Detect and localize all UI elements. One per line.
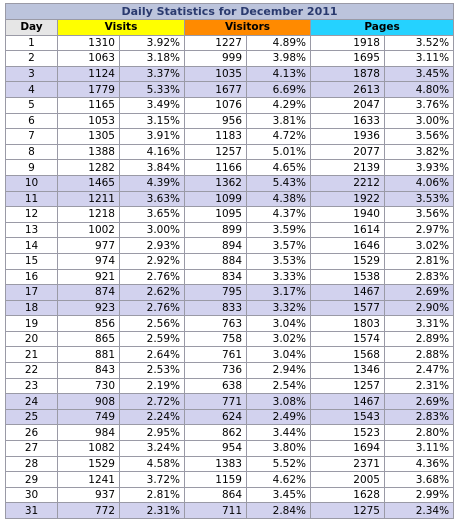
cell-visits-pct: 3.18% — [120, 51, 185, 67]
table-row — [6, 503, 454, 519]
cell-visits: 772 — [58, 503, 120, 519]
table-row — [6, 238, 454, 254]
cell-visitors-pct: 3.44% — [247, 425, 311, 441]
cell-visits: 1305 — [58, 129, 120, 145]
cell-pages: 1646 — [311, 238, 385, 254]
cell-pages: 2371 — [311, 456, 385, 472]
table-row — [6, 82, 454, 98]
cell-pages: 1257 — [311, 378, 385, 394]
cell-pages-pct: 2.81% — [385, 253, 454, 269]
cell-visits: 908 — [58, 394, 120, 410]
cell-day: 31 — [6, 503, 58, 519]
cell-visits-pct: 3.37% — [120, 66, 185, 82]
cell-pages-pct: 3.11% — [385, 51, 454, 67]
cell-pages-pct: 3.31% — [385, 316, 454, 332]
cell-visitors: 1035 — [185, 66, 247, 82]
cell-visitors: 1362 — [185, 175, 247, 191]
cell-day: 13 — [6, 222, 58, 238]
cell-pages-pct: 3.93% — [385, 160, 454, 176]
cell-pages: 1275 — [311, 503, 385, 519]
table-row — [6, 175, 454, 191]
cell-visits: 1241 — [58, 472, 120, 488]
cell-pages: 1878 — [311, 66, 385, 82]
cell-day: 24 — [6, 394, 58, 410]
cell-visitors-pct: 4.72% — [247, 129, 311, 145]
cell-visitors: 758 — [185, 331, 247, 347]
cell-day: 7 — [6, 129, 58, 145]
table-row — [6, 253, 454, 269]
cell-visits: 1779 — [58, 82, 120, 98]
table-title: Daily Statistics for December 2011 — [6, 4, 454, 20]
cell-pages-pct: 3.00% — [385, 113, 454, 129]
cell-visits-pct: 2.53% — [120, 363, 185, 379]
cell-day: 14 — [6, 238, 58, 254]
cell-visits-pct: 2.72% — [120, 394, 185, 410]
cell-visits-pct: 2.64% — [120, 347, 185, 363]
cell-visitors-pct: 4.89% — [247, 35, 311, 51]
cell-visitors-pct: 4.29% — [247, 97, 311, 113]
cell-visitors: 1099 — [185, 191, 247, 207]
cell-pages-pct: 2.34% — [385, 503, 454, 519]
cell-visits-pct: 2.93% — [120, 238, 185, 254]
cell-visitors: 1257 — [185, 144, 247, 160]
cell-visitors-pct: 4.13% — [247, 66, 311, 82]
table-row — [6, 129, 454, 145]
cell-day: 18 — [6, 300, 58, 316]
cell-visits: 1002 — [58, 222, 120, 238]
cell-visits: 1465 — [58, 175, 120, 191]
cell-pages: 1529 — [311, 253, 385, 269]
cell-day: 6 — [6, 113, 58, 129]
cell-visits: 1310 — [58, 35, 120, 51]
cell-pages: 2077 — [311, 144, 385, 160]
cell-pages: 1568 — [311, 347, 385, 363]
cell-visits: 1082 — [58, 441, 120, 457]
column-header-day: Day — [6, 20, 58, 36]
daily-statistics-table — [5, 3, 454, 519]
cell-pages: 1574 — [311, 331, 385, 347]
cell-visits: 881 — [58, 347, 120, 363]
cell-visits: 984 — [58, 425, 120, 441]
cell-visitors-pct: 3.80% — [247, 441, 311, 457]
column-header-visitors: Visitors — [185, 20, 311, 36]
cell-visitors-pct: 6.69% — [247, 82, 311, 98]
table-row — [6, 35, 454, 51]
cell-pages: 2613 — [311, 82, 385, 98]
cell-visitors-pct: 3.98% — [247, 51, 311, 67]
cell-visits-pct: 2.59% — [120, 331, 185, 347]
cell-visitors: 1677 — [185, 82, 247, 98]
cell-pages: 1523 — [311, 425, 385, 441]
cell-visitors-pct: 3.04% — [247, 347, 311, 363]
cell-pages: 1628 — [311, 487, 385, 503]
cell-pages: 1694 — [311, 441, 385, 457]
cell-pages-pct: 3.82% — [385, 144, 454, 160]
cell-pages-pct: 2.88% — [385, 347, 454, 363]
cell-pages: 1633 — [311, 113, 385, 129]
cell-pages: 2212 — [311, 175, 385, 191]
cell-pages: 1467 — [311, 285, 385, 301]
cell-day: 3 — [6, 66, 58, 82]
cell-visits-pct: 4.39% — [120, 175, 185, 191]
cell-day: 17 — [6, 285, 58, 301]
table-row — [6, 66, 454, 82]
cell-visits: 974 — [58, 253, 120, 269]
cell-visits-pct: 3.84% — [120, 160, 185, 176]
cell-day: 20 — [6, 331, 58, 347]
cell-visits: 1053 — [58, 113, 120, 129]
table-row — [6, 113, 454, 129]
table-row — [6, 160, 454, 176]
cell-pages: 1695 — [311, 51, 385, 67]
cell-pages: 2005 — [311, 472, 385, 488]
cell-pages: 1467 — [311, 394, 385, 410]
cell-visitors: 884 — [185, 253, 247, 269]
cell-day: 10 — [6, 175, 58, 191]
cell-visits: 921 — [58, 269, 120, 285]
cell-day: 21 — [6, 347, 58, 363]
cell-visits: 1218 — [58, 207, 120, 223]
cell-day: 5 — [6, 97, 58, 113]
cell-pages-pct: 2.97% — [385, 222, 454, 238]
cell-visitors-pct: 3.45% — [247, 487, 311, 503]
cell-visitors-pct: 4.38% — [247, 191, 311, 207]
cell-pages-pct: 2.89% — [385, 331, 454, 347]
cell-pages-pct: 2.31% — [385, 378, 454, 394]
cell-pages: 1538 — [311, 269, 385, 285]
table-row — [6, 191, 454, 207]
cell-visits-pct: 2.24% — [120, 409, 185, 425]
cell-visitors: 999 — [185, 51, 247, 67]
cell-visitors-pct: 2.84% — [247, 503, 311, 519]
cell-visitors-pct: 3.53% — [247, 253, 311, 269]
cell-visits: 874 — [58, 285, 120, 301]
cell-day: 27 — [6, 441, 58, 457]
cell-visits: 1211 — [58, 191, 120, 207]
cell-visitors: 833 — [185, 300, 247, 316]
cell-visits-pct: 3.24% — [120, 441, 185, 457]
cell-visitors-pct: 4.65% — [247, 160, 311, 176]
cell-visits: 977 — [58, 238, 120, 254]
cell-visits-pct: 3.49% — [120, 97, 185, 113]
table-row — [6, 51, 454, 67]
cell-visitors: 795 — [185, 285, 247, 301]
cell-visitors: 761 — [185, 347, 247, 363]
cell-visits: 730 — [58, 378, 120, 394]
table-row — [6, 300, 454, 316]
cell-pages-pct: 3.68% — [385, 472, 454, 488]
cell-visits-pct: 2.81% — [120, 487, 185, 503]
cell-day: 23 — [6, 378, 58, 394]
cell-visitors: 864 — [185, 487, 247, 503]
table-row — [6, 425, 454, 441]
cell-pages-pct: 4.36% — [385, 456, 454, 472]
table-title-row — [6, 4, 454, 20]
cell-day: 19 — [6, 316, 58, 332]
cell-pages-pct: 2.90% — [385, 300, 454, 316]
cell-day: 4 — [6, 82, 58, 98]
cell-visitors: 834 — [185, 269, 247, 285]
cell-visitors: 1076 — [185, 97, 247, 113]
cell-visitors-pct: 4.37% — [247, 207, 311, 223]
cell-pages: 2139 — [311, 160, 385, 176]
cell-day: 30 — [6, 487, 58, 503]
cell-pages: 2047 — [311, 97, 385, 113]
cell-pages-pct: 3.53% — [385, 191, 454, 207]
cell-pages-pct: 3.56% — [385, 129, 454, 145]
cell-visitors-pct: 3.81% — [247, 113, 311, 129]
cell-visitors-pct: 3.32% — [247, 300, 311, 316]
cell-day: 22 — [6, 363, 58, 379]
cell-pages-pct: 2.69% — [385, 285, 454, 301]
cell-visitors-pct: 3.04% — [247, 316, 311, 332]
table-row — [6, 441, 454, 457]
cell-visitors-pct: 5.52% — [247, 456, 311, 472]
cell-visits: 1124 — [58, 66, 120, 82]
cell-visitors-pct: 3.02% — [247, 331, 311, 347]
cell-visits-pct: 2.76% — [120, 269, 185, 285]
cell-pages: 1940 — [311, 207, 385, 223]
cell-visits: 937 — [58, 487, 120, 503]
cell-visitors-pct: 2.94% — [247, 363, 311, 379]
cell-visitors: 1383 — [185, 456, 247, 472]
cell-pages: 1346 — [311, 363, 385, 379]
table-header-row — [6, 20, 454, 36]
cell-pages: 1614 — [311, 222, 385, 238]
cell-day: 28 — [6, 456, 58, 472]
cell-day: 2 — [6, 51, 58, 67]
cell-visits-pct: 3.00% — [120, 222, 185, 238]
table-row — [6, 316, 454, 332]
table-row — [6, 97, 454, 113]
table-body — [6, 35, 454, 518]
column-header-visits: Visits — [58, 20, 185, 36]
cell-visits: 865 — [58, 331, 120, 347]
cell-pages-pct: 3.76% — [385, 97, 454, 113]
cell-visits: 1529 — [58, 456, 120, 472]
cell-day: 8 — [6, 144, 58, 160]
cell-pages-pct: 4.06% — [385, 175, 454, 191]
cell-visits-pct: 3.92% — [120, 35, 185, 51]
cell-pages-pct: 3.11% — [385, 441, 454, 457]
cell-visitors-pct: 4.62% — [247, 472, 311, 488]
cell-visits-pct: 2.95% — [120, 425, 185, 441]
cell-day: 9 — [6, 160, 58, 176]
cell-pages-pct: 2.80% — [385, 425, 454, 441]
cell-visitors-pct: 3.17% — [247, 285, 311, 301]
cell-visits-pct: 3.72% — [120, 472, 185, 488]
cell-visits-pct: 2.19% — [120, 378, 185, 394]
table-row — [6, 269, 454, 285]
cell-day: 16 — [6, 269, 58, 285]
cell-visits: 1165 — [58, 97, 120, 113]
cell-visitors-pct: 3.33% — [247, 269, 311, 285]
cell-visits-pct: 2.31% — [120, 503, 185, 519]
table-row — [6, 409, 454, 425]
cell-pages-pct: 2.69% — [385, 394, 454, 410]
column-header-pages: Pages — [311, 20, 454, 36]
cell-visitors: 736 — [185, 363, 247, 379]
cell-pages: 1577 — [311, 300, 385, 316]
cell-visitors: 1227 — [185, 35, 247, 51]
cell-pages-pct: 2.47% — [385, 363, 454, 379]
table-row — [6, 144, 454, 160]
cell-visitors: 956 — [185, 113, 247, 129]
cell-visits-pct: 5.33% — [120, 82, 185, 98]
cell-visitors: 1159 — [185, 472, 247, 488]
cell-visitors: 954 — [185, 441, 247, 457]
cell-visitors: 638 — [185, 378, 247, 394]
cell-visits: 1282 — [58, 160, 120, 176]
cell-day: 12 — [6, 207, 58, 223]
cell-visits-pct: 4.58% — [120, 456, 185, 472]
cell-visits: 1388 — [58, 144, 120, 160]
table-row — [6, 222, 454, 238]
cell-visitors-pct: 3.57% — [247, 238, 311, 254]
cell-visitors: 771 — [185, 394, 247, 410]
table-row — [6, 456, 454, 472]
cell-visitors-pct: 5.43% — [247, 175, 311, 191]
cell-pages: 1803 — [311, 316, 385, 332]
table-row — [6, 207, 454, 223]
cell-visitors-pct: 3.59% — [247, 222, 311, 238]
cell-day: 29 — [6, 472, 58, 488]
cell-visits: 843 — [58, 363, 120, 379]
cell-pages-pct: 2.83% — [385, 269, 454, 285]
table-row — [6, 378, 454, 394]
cell-day: 25 — [6, 409, 58, 425]
table-row — [6, 331, 454, 347]
cell-day: 15 — [6, 253, 58, 269]
table-row — [6, 347, 454, 363]
cell-pages-pct: 4.80% — [385, 82, 454, 98]
cell-visits: 749 — [58, 409, 120, 425]
cell-visits-pct: 3.65% — [120, 207, 185, 223]
cell-visitors: 899 — [185, 222, 247, 238]
cell-visitors-pct: 5.01% — [247, 144, 311, 160]
table-row — [6, 285, 454, 301]
cell-pages-pct: 3.02% — [385, 238, 454, 254]
cell-day: 1 — [6, 35, 58, 51]
cell-visits-pct: 2.62% — [120, 285, 185, 301]
cell-visitors: 763 — [185, 316, 247, 332]
cell-visits: 856 — [58, 316, 120, 332]
cell-day: 26 — [6, 425, 58, 441]
cell-visitors: 894 — [185, 238, 247, 254]
table-row — [6, 363, 454, 379]
cell-visitors-pct: 2.49% — [247, 409, 311, 425]
cell-visitors: 624 — [185, 409, 247, 425]
cell-pages: 1543 — [311, 409, 385, 425]
cell-pages-pct: 3.45% — [385, 66, 454, 82]
cell-visits-pct: 2.92% — [120, 253, 185, 269]
cell-visits-pct: 2.76% — [120, 300, 185, 316]
cell-visitors: 1095 — [185, 207, 247, 223]
cell-visits-pct: 3.91% — [120, 129, 185, 145]
cell-pages-pct: 3.52% — [385, 35, 454, 51]
cell-pages-pct: 3.56% — [385, 207, 454, 223]
cell-pages: 1922 — [311, 191, 385, 207]
cell-visitors: 711 — [185, 503, 247, 519]
cell-visits-pct: 4.16% — [120, 144, 185, 160]
table-row — [6, 472, 454, 488]
cell-pages: 1936 — [311, 129, 385, 145]
cell-pages: 1918 — [311, 35, 385, 51]
table-row — [6, 487, 454, 503]
cell-visitors-pct: 3.08% — [247, 394, 311, 410]
cell-visits-pct: 3.15% — [120, 113, 185, 129]
cell-visitors: 1166 — [185, 160, 247, 176]
cell-day: 11 — [6, 191, 58, 207]
cell-visits-pct: 2.56% — [120, 316, 185, 332]
cell-visits: 923 — [58, 300, 120, 316]
daily-statistics-panel — [5, 3, 453, 519]
cell-pages-pct: 2.83% — [385, 409, 454, 425]
cell-visitors: 1183 — [185, 129, 247, 145]
cell-visits: 1063 — [58, 51, 120, 67]
table-row — [6, 394, 454, 410]
cell-visitors: 862 — [185, 425, 247, 441]
cell-pages-pct: 2.99% — [385, 487, 454, 503]
cell-visits-pct: 3.63% — [120, 191, 185, 207]
cell-visitors-pct: 2.54% — [247, 378, 311, 394]
